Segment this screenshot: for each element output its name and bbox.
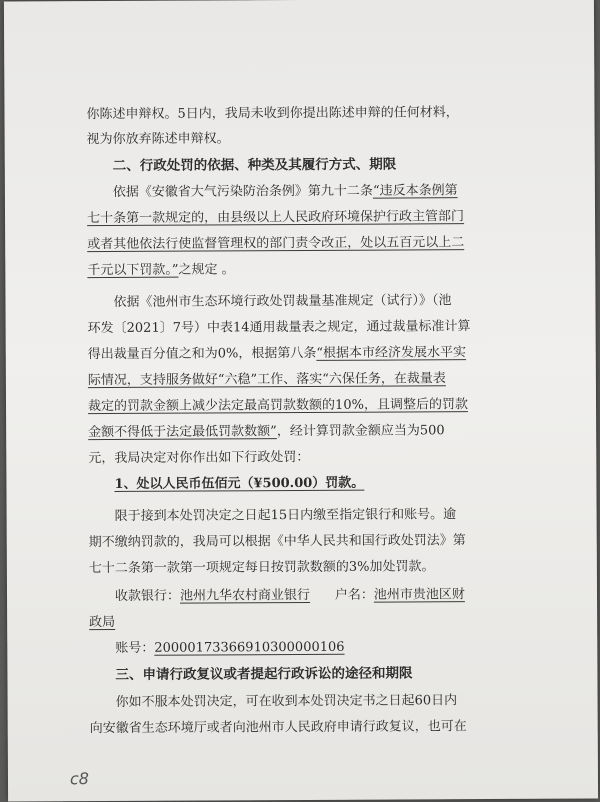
text-line: 你如不服本处罚决定，可在收到本处罚决定书之日起60日内 [115, 693, 458, 710]
text-line: 限于接到本处罚决定之日起15日内缴至指定银行和账号。逾 [114, 507, 457, 524]
penalty-item: 1、处以人民币伍佰元（¥500.00）罚款。 [114, 475, 365, 492]
handwritten-page-mark: c8 [69, 769, 90, 789]
bank-info-line: 收款银行：池州九华农村商业银行 户名：池州市贵池区财 [114, 587, 465, 604]
text-line: 金额不得低于法定最低罚款数额”，经计算罚款金额应当为500 [88, 423, 445, 441]
account-name-cont: 政局 [89, 614, 116, 631]
text-line: 得出裁量百分值之和为0%，根据第八条“根据本市经济发展水平实 [87, 345, 467, 363]
text-line: 环发〔2021〕7号）中表14通用裁量表之规定，通过裁量标准计算 [87, 319, 471, 337]
text-line: 视为你放弃陈述申辩权。 [86, 131, 230, 148]
text-line: 七十二条第一款第一项规定每日按罚款数额的3%加处罚款。 [88, 559, 435, 577]
text-line: 际情况，支持服务做好“六稳”工作、落实“六保任务，在裁量表 [87, 371, 446, 389]
text-line: 元，我局决定对你作出如下行政处罚： [88, 449, 310, 467]
text-line: 向安徽省生态环境厅或者向池州市人民政府申请行政复议，也可在 [89, 719, 467, 737]
document-page [4, 0, 598, 802]
text-line: 裁定的罚款金额上减少法定最高罚款数额的10%，且调整后的罚款 [87, 397, 468, 415]
section-heading-2: 二、行政处罚的依据、种类及其履行方式、期限 [112, 156, 397, 174]
document-body [86, 91, 516, 737]
section-heading-3: 三、申请行政复议或者提起行政诉讼的途径和期限 [115, 665, 413, 683]
account-number-line: 账号：20000173366910300000106 [115, 639, 345, 656]
text-line: 期不缴纳罚款的，我局可以根据《中华人民共和国行政处罚法》第 [88, 533, 466, 551]
text-line: 千元以下罚款。”之规定 。 [87, 262, 235, 279]
text-line: 七十条第一款规定的，由县级以上人民政府环境保护行政主管部门 [87, 209, 465, 227]
text-line: 依据《安徽省大气污染防治条例》第九十二条“违反本条例第 [112, 183, 458, 200]
text-line: 依据《池州市生态环境行政处罚裁量基准规定（试行）》（池 [113, 293, 452, 310]
text-line: 或者其他依法行使监督管理权的部门责令改正，处以五百元以上二 [87, 235, 465, 253]
text-line: 你陈述申辩权。5日内，我局未收到你提出陈述申辩的任何材料， [86, 105, 459, 123]
